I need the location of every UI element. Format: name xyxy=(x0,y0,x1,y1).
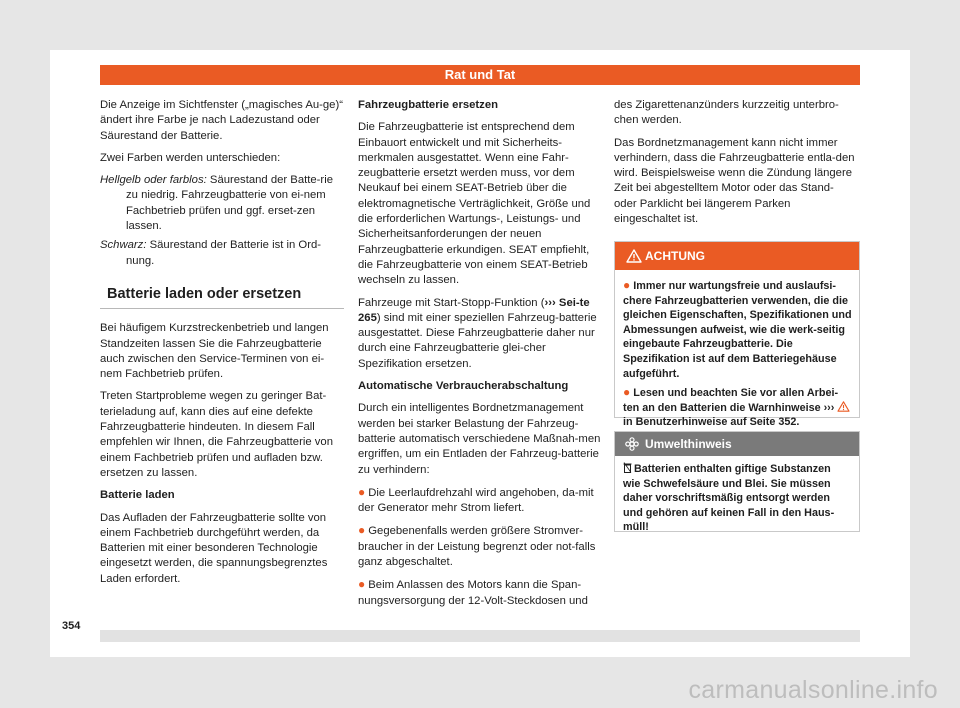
bullet-icon: ● xyxy=(358,484,366,499)
environment-note-text: Batterien enthalten giftige Substanzen wie Schwefelsäure und Blei. Sie müssen daher vorschriftsmäßig entsorgt werden und gehören auf keinen Fall in den Haus-müll! xyxy=(623,463,835,534)
paragraph: Durch ein intelligentes Bordnetzmanagement werden bei starker Belastung der Fahrzeug-batterie automatisch verschiedene Maßnah-men ergriffen, um ein Entladen der Fahrzeug-batterie zu verhindern: xyxy=(358,402,601,476)
definition-item xyxy=(100,173,344,234)
warning-page-reference[interactable]: in Benutzerhinweise auf Seite 352. xyxy=(623,416,800,429)
bullet-item xyxy=(358,523,602,570)
recycle-bin-icon xyxy=(623,462,632,473)
subheading: Batterie laden xyxy=(100,489,175,502)
bullet-icon: ● xyxy=(623,278,631,292)
column-3 xyxy=(614,98,858,234)
bullet-item xyxy=(358,577,602,609)
definition-text: Säurestand der Batte-rie zu niedrig. Fahrzeugbatterie von ei-nem Fachbetrieb prüfen und ggf. erset-zen lassen. xyxy=(126,174,333,233)
paragraph: Die Anzeige im Sichtfenster („magisches Au-ge)“ ändert ihre Farbe je nach Ladezustand oder Säurestand der Batterie. xyxy=(100,99,343,142)
environment-note-title: Umwelthinweis xyxy=(645,437,732,451)
paragraph: Bei häufigem Kurzstreckenbetrieb und langen Standzeiten lassen Sie die Fahrzeugbatterie auch zwischen den Service-Terminen von ei-nem Fachbetrieb prüfen. xyxy=(100,322,329,381)
bullet-text: Beim Anlassen des Motors kann die Span-nungsversorgung der 12-Volt-Steckdosen und xyxy=(358,579,588,607)
paragraph: des Zigarettenanzünders kurzzeitig unterbro-chen werden. xyxy=(614,99,839,127)
watermark: carmanualsonline.info xyxy=(688,676,938,704)
warning-triangle-icon xyxy=(626,249,642,263)
environment-note-body xyxy=(615,456,859,535)
bullet-text: Gegebenenfalls werden größere Stromver-braucher in der Leistung begrenzt oder not-falls ganz abgeschaltet. xyxy=(358,525,596,569)
leaf-icon xyxy=(625,437,639,451)
column-1 xyxy=(100,98,344,594)
text-span: ) sind mit einer speziellen Fahrzeug-batterie ausgestattet. Diese Fahrzeugbatterie daher nur durch eine Fahrzeugbatterie glei-cher Spezifikation ersetzen. xyxy=(358,311,597,370)
bullet-item xyxy=(358,485,602,517)
warning-body xyxy=(615,270,859,430)
environment-note-box xyxy=(614,431,860,532)
page-number: 354 xyxy=(62,620,81,632)
section-title: Batterie laden oder ersetzen xyxy=(100,275,344,309)
warning-text: Immer nur wartungsfreie und auslaufsi-chere Fahrzeugbatterien verwenden, die die gleichen Eigenschaften, Spezifikationen und Abmessungen aufweist, wie die werk-seitig eingebaute Fahrzeugbatterie. Die Spezifikation ist auf dem Batteriegehäuse aufgeführt. xyxy=(623,280,852,380)
paragraph: Die Fahrzeugbatterie ist entsprechend dem Einbauort entwickelt und mit Sicherheits-merkmalen ausgestattet. Wenn eine Fahr-zeugbatterie ersetzt werden muss, vor dem Neukauf bei einem SEAT-Betrieb über die elektromagnetische Verträglichkeit, Größe und die erforderlichen Wartungs-, Leistungs- und Sicherheitsanforderungen der neuen Fahrzeugbatterie erkundigen. SEAT empfiehlt, die Fahrzeugbatterie von einem SEAT-Betrieb wechseln zu lassen. xyxy=(358,121,591,287)
subheading: Fahrzeugbatterie ersetzen xyxy=(358,99,498,111)
definition-term: Schwarz: xyxy=(100,239,147,252)
bullet-icon: ● xyxy=(358,577,366,592)
warning-text: Lesen und beachten Sie vor allen Arbei-ten an den Batterien die Warnhinweise ››› xyxy=(623,387,839,414)
definition-item xyxy=(100,238,344,269)
warning-item xyxy=(623,385,853,430)
definition-term: Hellgelb oder farblos: xyxy=(100,174,207,187)
bullet-icon: ● xyxy=(623,385,631,400)
column-2 xyxy=(358,98,602,616)
bullet-icon: ● xyxy=(358,523,366,538)
warning-header xyxy=(615,242,859,270)
paragraph: Das Aufladen der Fahrzeugbatterie sollte von einem Fachbetrieb durchgeführt werden, da Batterien mit einer besonderen Technologie eingesetzt werden, die spannungsbegrenztes Laden erfordert. xyxy=(100,511,328,585)
warning-box xyxy=(614,241,860,429)
paragraph: Das Bordnetzmanagement kann nicht immer verhindern, dass die Fahrzeugbatterie entla-den wird. Beispielsweise wenn die Zündung längere Zeit bei abgestelltem Motor oder das Stand- oder Parklicht bei längerem Parken eingeschaltet ist. xyxy=(614,136,855,226)
warning-title: ACHTUNG xyxy=(645,249,705,263)
warning-triangle-icon xyxy=(837,401,850,412)
footer-bar xyxy=(100,630,860,642)
subheading: Automatische Verbraucherabschaltung xyxy=(358,380,569,393)
paragraph: Zwei Farben werden unterschieden: xyxy=(100,151,281,164)
warning-item xyxy=(623,278,853,381)
header-bar xyxy=(100,65,860,85)
page-reference-link[interactable]: ››› Sei-te 265 xyxy=(358,296,590,324)
page-header-title: Rat und Tat xyxy=(444,67,516,82)
paragraph xyxy=(358,296,602,372)
bullet-text: Die Leerlaufdrehzahl wird angehoben, da-mit der Generator mehr Strom liefert. xyxy=(358,486,594,515)
environment-note-header xyxy=(615,432,859,456)
definition-text: Säurestand der Batterie ist in Ord-nung. xyxy=(126,239,322,267)
paragraph: Treten Startprobleme wegen zu geringer Bat-terieladung auf, kann dies auf eine defekte Fahrzeugbatterie hindeuten. In diesem Fall empfehlen wir Ihnen, die Fahrzeugbatterie von einem Fachbetrieb prüfen und aufladen bzw. ersetzen zu lassen. xyxy=(100,390,333,479)
text-span: Fahrzeuge mit Start-Stopp-Funktion ( xyxy=(358,296,545,309)
